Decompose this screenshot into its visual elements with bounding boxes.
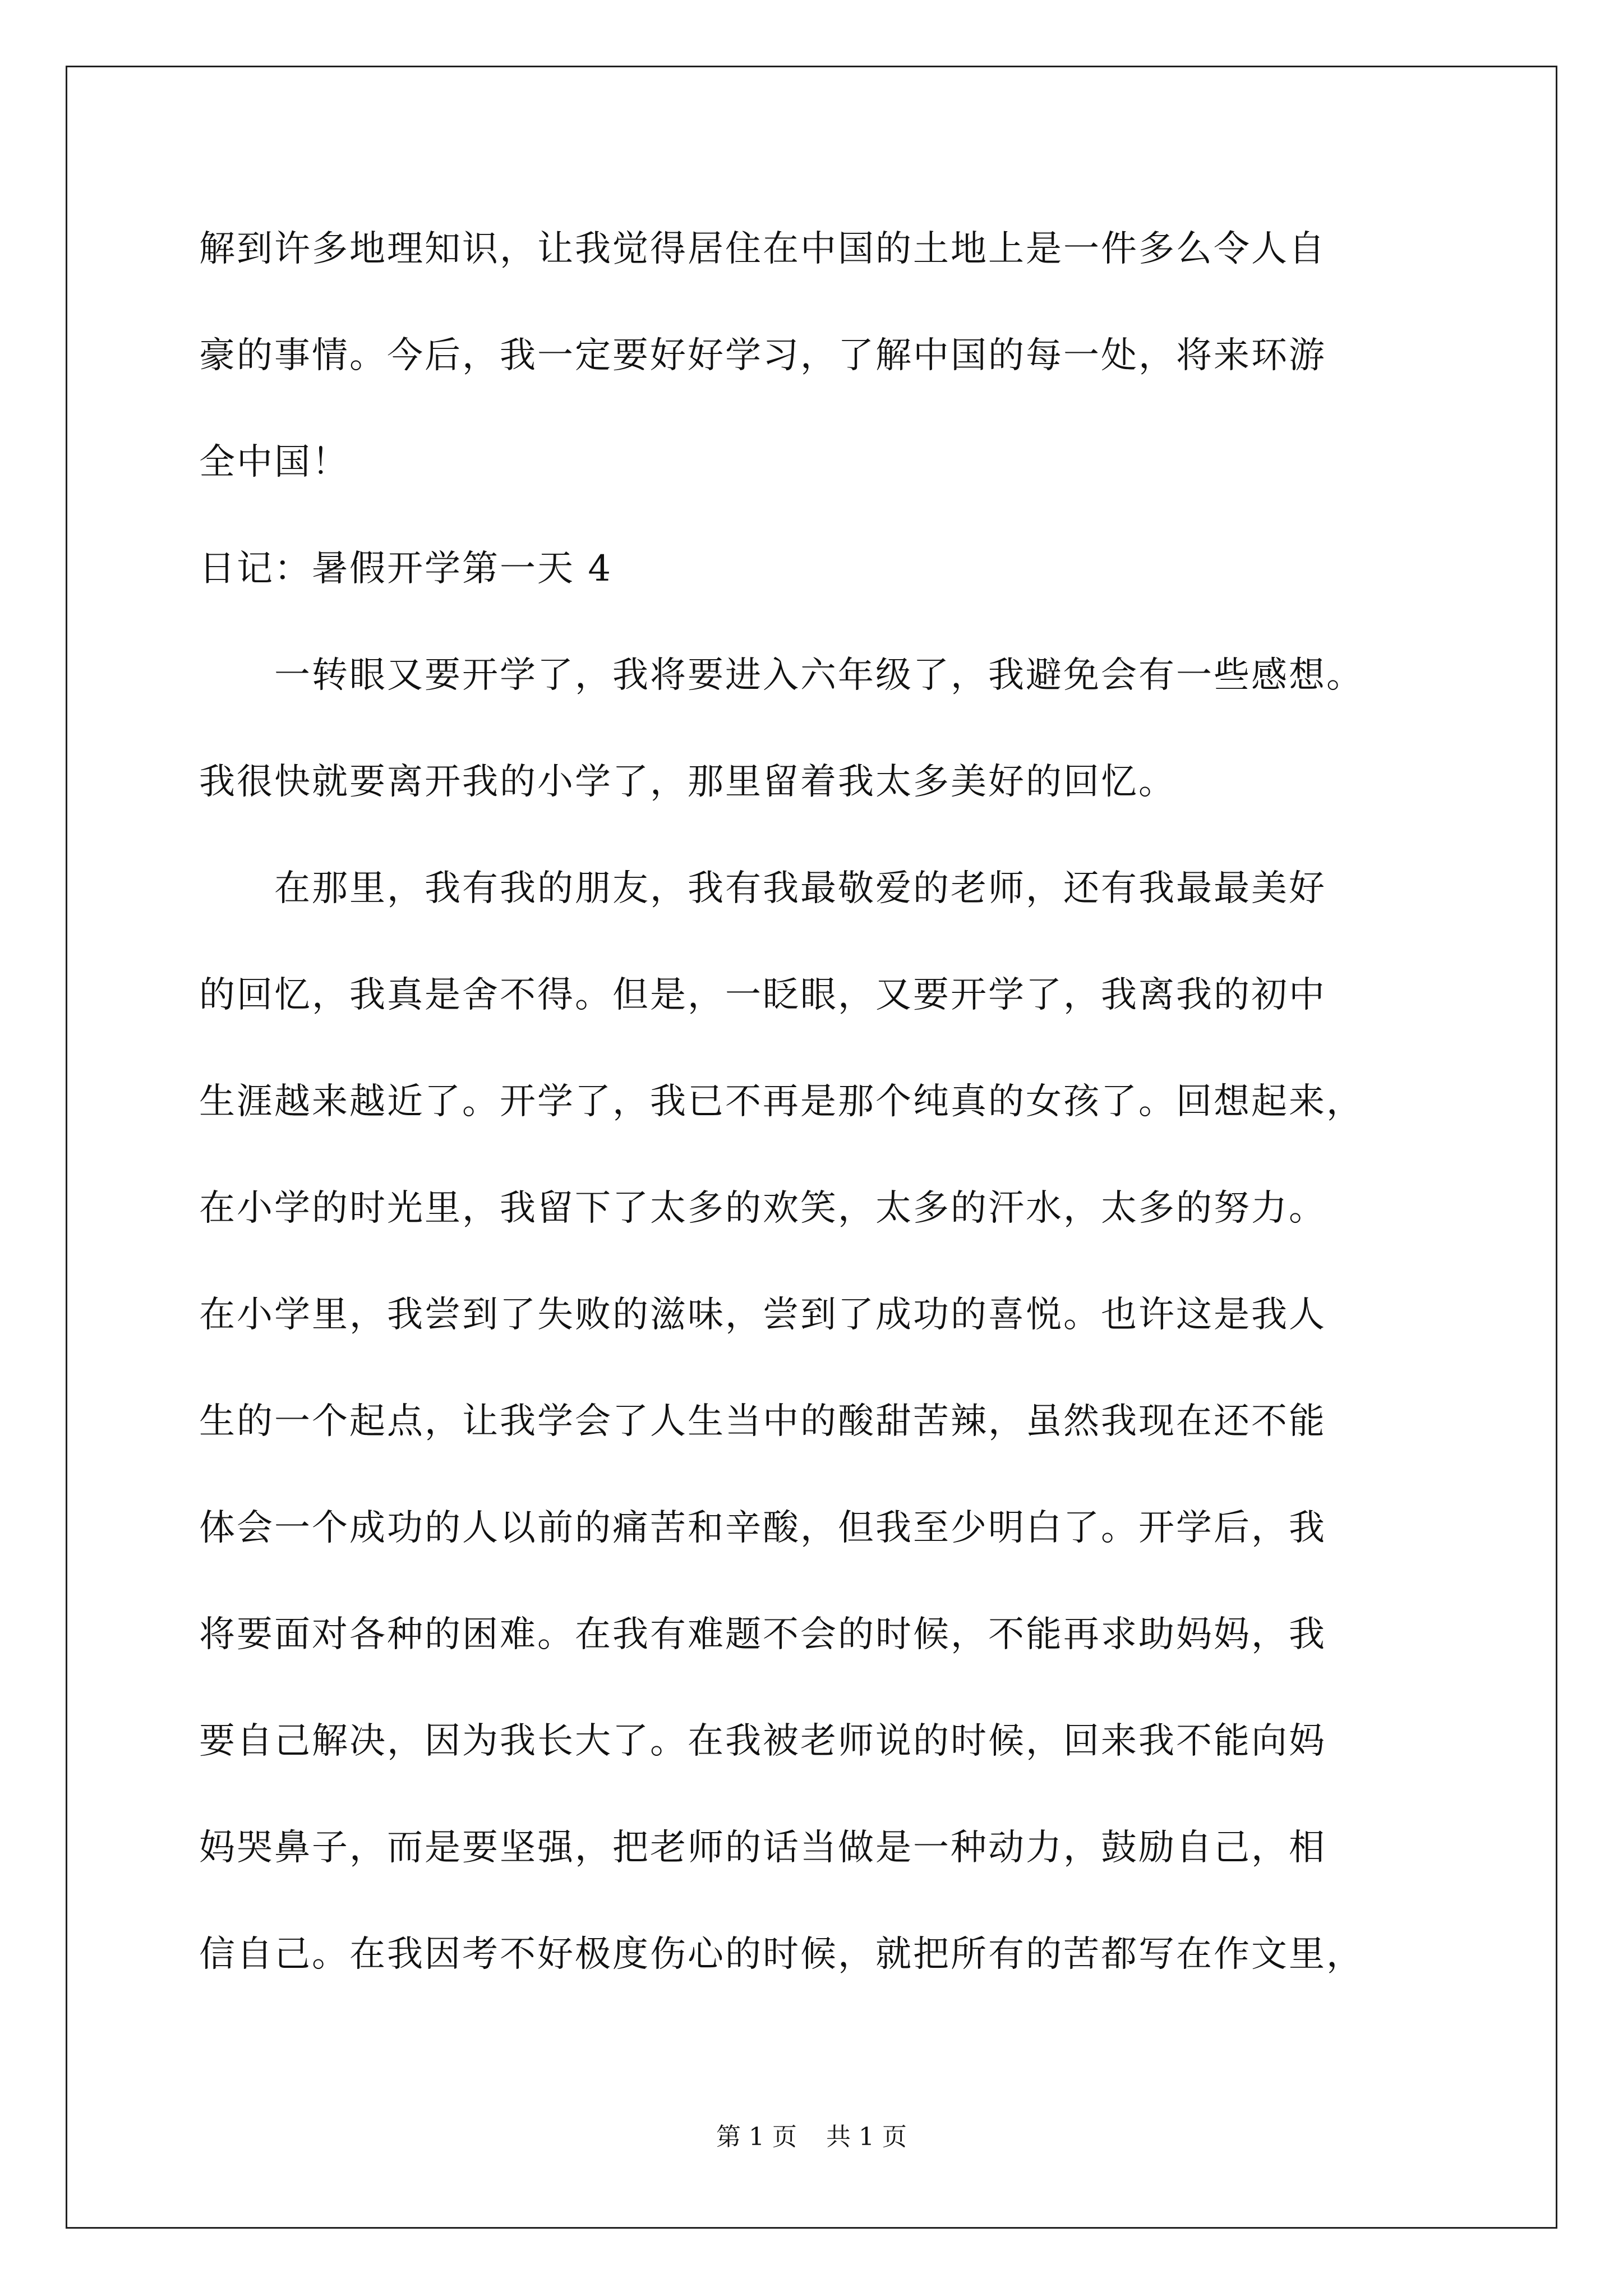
body-line: 将要面对各种的困难。在我有难题不会的时候，不能再求助妈妈，我 [199, 1614, 1326, 1655]
page-total: 共 1 页 [826, 2123, 907, 2151]
body-line: 生的一个起点，让我学会了人生当中的酸甜苦辣，虽然我现在还不能 [199, 1401, 1326, 1442]
section-heading: 日记：暑假开学第一天 4 [199, 548, 613, 590]
body-line: 妈哭鼻子，而是要坚强，把老师的话当做是一种动力，鼓励自己，相 [199, 1827, 1326, 1869]
body-line: 在小学里，我尝到了失败的滋味，尝到了成功的喜悦。也许这是我人 [199, 1294, 1326, 1336]
page-border [66, 66, 1557, 2229]
body-line: 一转眼又要开学了，我将要进入六年级了，我避免会有一些感想。 [199, 655, 1364, 696]
body-line: 豪的事情。今后，我一定要好好学习，了解中国的每一处，将来环游 [199, 335, 1326, 376]
body-line: 在小学的时光里，我留下了太多的欢笑，太多的汗水，太多的努力。 [199, 1188, 1326, 1229]
body-line: 的回忆，我真是舍不得。但是，一眨眼，又要开学了，我离我的初中 [199, 974, 1326, 1016]
body-line: 我很快就要离开我的小学了，那里留着我太多美好的回忆。 [199, 761, 1176, 803]
body-line: 解到许多地理知识，让我觉得居住在中国的土地上是一件多么令人自 [199, 228, 1326, 270]
body-line: 信自己。在我因考不好极度伤心的时候，就把所有的苦都写在作文里， [199, 1934, 1364, 1975]
body-line: 生涯越来越近了。开学了，我已不再是那个纯真的女孩了。回想起来， [199, 1081, 1364, 1122]
body-line: 要自己解决，因为我长大了。在我被老师说的时候，回来我不能向妈 [199, 1720, 1326, 1762]
page-footer [0, 2120, 1623, 2154]
body-line: 体会一个成功的人以前的痛苦和辛酸，但我至少明白了。开学后，我 [199, 1507, 1326, 1549]
body-line: 全中国！ [199, 441, 349, 483]
page-number: 第 1 页 [716, 2123, 797, 2151]
body-line: 在那里，我有我的朋友，我有我最敬爱的老师，还有我最最美好 [199, 868, 1326, 909]
